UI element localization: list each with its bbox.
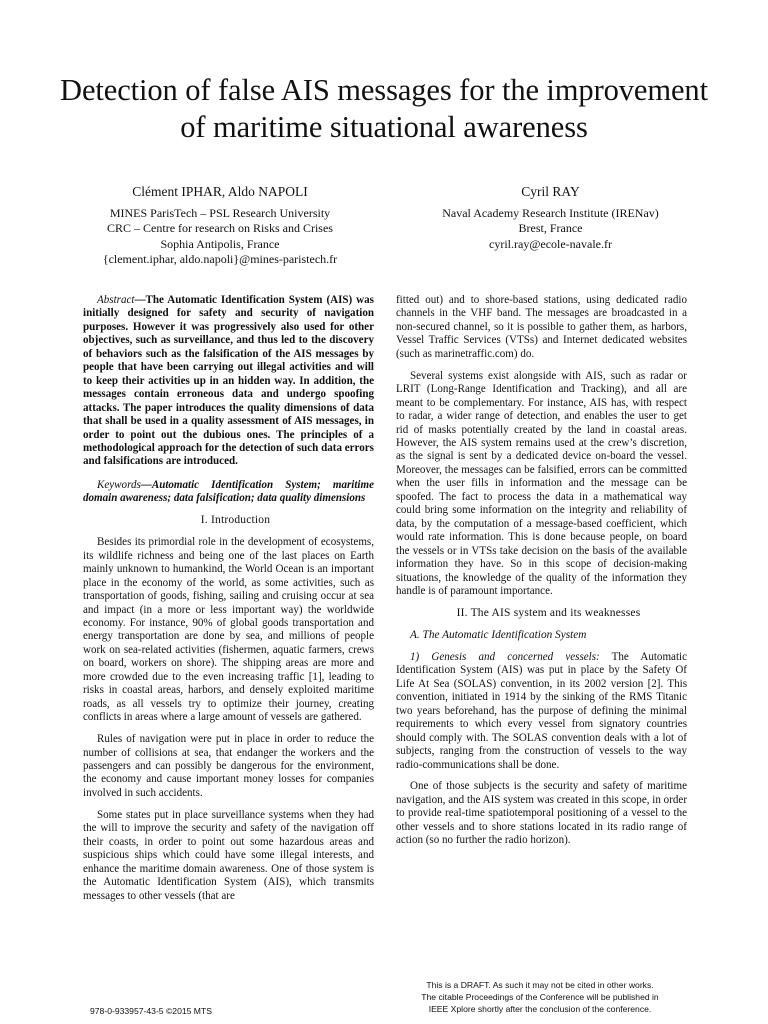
intro-paragraph-2: Rules of navigation were put in place in order to reduce the number of collisions at sea, that endanger the workers and the passengers and can possibly be dangerous for the environment, the economy and cause important money losses for companies involved in such accidents. <box>83 733 374 799</box>
affiliation-line-1: Naval Academy Research Institute (IRENav) <box>442 205 659 220</box>
author-names-right: Cyril RAY <box>521 184 580 199</box>
affiliation-line-3: Sophia Antipolis, France <box>160 236 280 251</box>
abstract-lead: Abstract <box>97 294 135 306</box>
subsection-heading-a: A. The Automatic Identification System <box>410 628 587 641</box>
keywords-lead: Keywords <box>97 478 141 491</box>
keywords <box>83 479 374 506</box>
intro-paragraph-3: Some states put in place surveillance systems when they had the will to improve the security and safety of the navigation off their coasts, in order to point out some hazardous areas and suspicious ships which could have some illegal interests, and enhance the maritime domain awareness. One of those system is the Automatic Identification System (AIS), which transmits messages to other vessels (that are <box>83 808 374 902</box>
security-paragraph: One of those subjects is the security and safety of maritime navigation, and the AIS system was created in this scope, in order to provide real-time spatiotemporal positioning of a vessel to the other vessels and to shore stations located in its radio range of action (so no further the radio horizon). <box>396 780 687 847</box>
right-column <box>396 294 687 856</box>
draft-line-1: This is a DRAFT. As such it may not be cited in other works. <box>426 980 654 990</box>
abstract-text: —The Automatic Identification System (AIS) was initially designed for safety and security of navigation purposes. However it was progressively also used for other objectives, such as surveillance, and thus led to the discovery of behaviors such as the falsification of the AIS messages by people that have been carrying out illegal activities and will to keep their activities up in an hidden way. In addition, the messages contain erroneous data and undergo spoofing attacks. The paper introduces the quality dimensions of data that shall be used in a quality assessment of AIS messages, in order to point out the dubious ones. The principles of a methodological approach for the detection of such data errors and falsifications are introduced. <box>83 294 374 468</box>
section-heading-introduction: I. Introduction <box>200 514 271 527</box>
draft-line-2: The citable Proceedings of the Conference will be published in <box>421 992 659 1002</box>
keywords-text: —Automatic Identification System; maritime domain awareness; data falsification; data quality dimensions <box>83 478 374 505</box>
affiliation-line-1: MINES ParisTech – PSL Research University <box>109 205 331 220</box>
isbn-copyright: 978-0-933957-43-5 ©2015 MTS <box>90 1006 212 1016</box>
paper-title <box>40 72 728 146</box>
intro-paragraph-4: Several systems exist alongside with AIS, such as radar or LRIT (Long-Range Identification and Tracking), and all are meant to be complementary. For instance, AIS has, with respect to radar, a wider range of detection, and enables the user to get rid of masks potentially created by the land in coastal areas. However, the AIS system remains used at the crew’s discretion, as the signal is sent by a dedicated device on-board the vessel. Moreover, the messages can be falsified, errors can be committed when the user fills in information and the message can be spoofed. The fact to process the data in a mathematical way could bring some information on the integrity and reliability of data, by the computation of a message-based coefficient, which would rate information. This is done because people, on board the vessels or in VTSs take decision on the basis of the available information they have. So in this scope of decision-making situations, the knowledge of the quality of the information they handle is of paramount importance. <box>396 369 687 598</box>
title-line-1: Detection of false AIS messages for the improvement <box>60 73 708 107</box>
author-email-left: {clement.iphar, aldo.napoli}@mines-paristech.fr <box>102 252 338 266</box>
subsubsection-label: 1) Genesis and concerned vessels: <box>410 650 600 663</box>
author-block-left <box>55 184 385 268</box>
intro-paragraph-1: Besides its primordial role in the development of ecosystems, its wildlife richness and being one of the last places on Earth mainly unknown to humankind, the World Ocean is an important place in the economy of the world, as some activities, such as transportation of goods, fishing, sailing and cruising occur at sea and impact (in a more or less important way) the worldwide economy. For instance, 90% of global goods transportation and energy transportation are done by sea, and millions of people work on sea-related activities (fishermen, aquatic farmers, crews on board, workers on shore). The shipping areas are more and more crowded due to the even increasing traffic [1], leading to risks in coastal areas, harbors, and densely exploited maritime roads, as all vessels try to optimize their journey, creating conflicts in areas where a large amount of vessels are gathered. <box>83 536 374 724</box>
author-email-right: cyril.ray@ecole-navale.fr <box>489 236 612 251</box>
genesis-paragraph <box>396 651 687 772</box>
affiliation-line-2: CRC – Centre for research on Risks and Crises <box>107 221 333 235</box>
abstract <box>83 294 374 469</box>
draft-line-3: IEEE Xplore shortly after the conclusion of the conference. <box>428 1004 652 1014</box>
section-heading-ais: II. The AIS system and its weaknesses <box>456 606 641 619</box>
title-line-2: of maritime situational awareness <box>180 110 588 144</box>
genesis-text: The Automatic Identification System (AIS) was put in place by the Safety Of Life At Sea (SOLAS) convention, in its 2002 version [2]. This convention, initiated in 1914 by the sinking of the RMS Titanic two years beforehand, has the purpose of defining the minimal requirements to which every vessel from signatory countries should comply with. The SOLAS convention deals with a lot of subjects, ranging from the construction of vessels to the way radio-communications shall be done. <box>396 650 687 771</box>
affiliation-line-2: Brest, France <box>518 221 583 235</box>
author-block-right <box>388 184 713 252</box>
author-names-left: Clément IPHAR, Aldo NAPOLI <box>132 184 308 199</box>
left-column <box>83 294 374 912</box>
continued-paragraph: fitted out) and to shore-based stations, using dedicated radio channels in the VHF band. The messages are broadcasted in a non-secured channel, so it is possible to gather them, as harbors, Vessel Traffic Services (VTSs) and Internet dedicated websites (such as marinetraffic.com) do. <box>396 294 687 360</box>
draft-notice <box>390 979 690 1015</box>
